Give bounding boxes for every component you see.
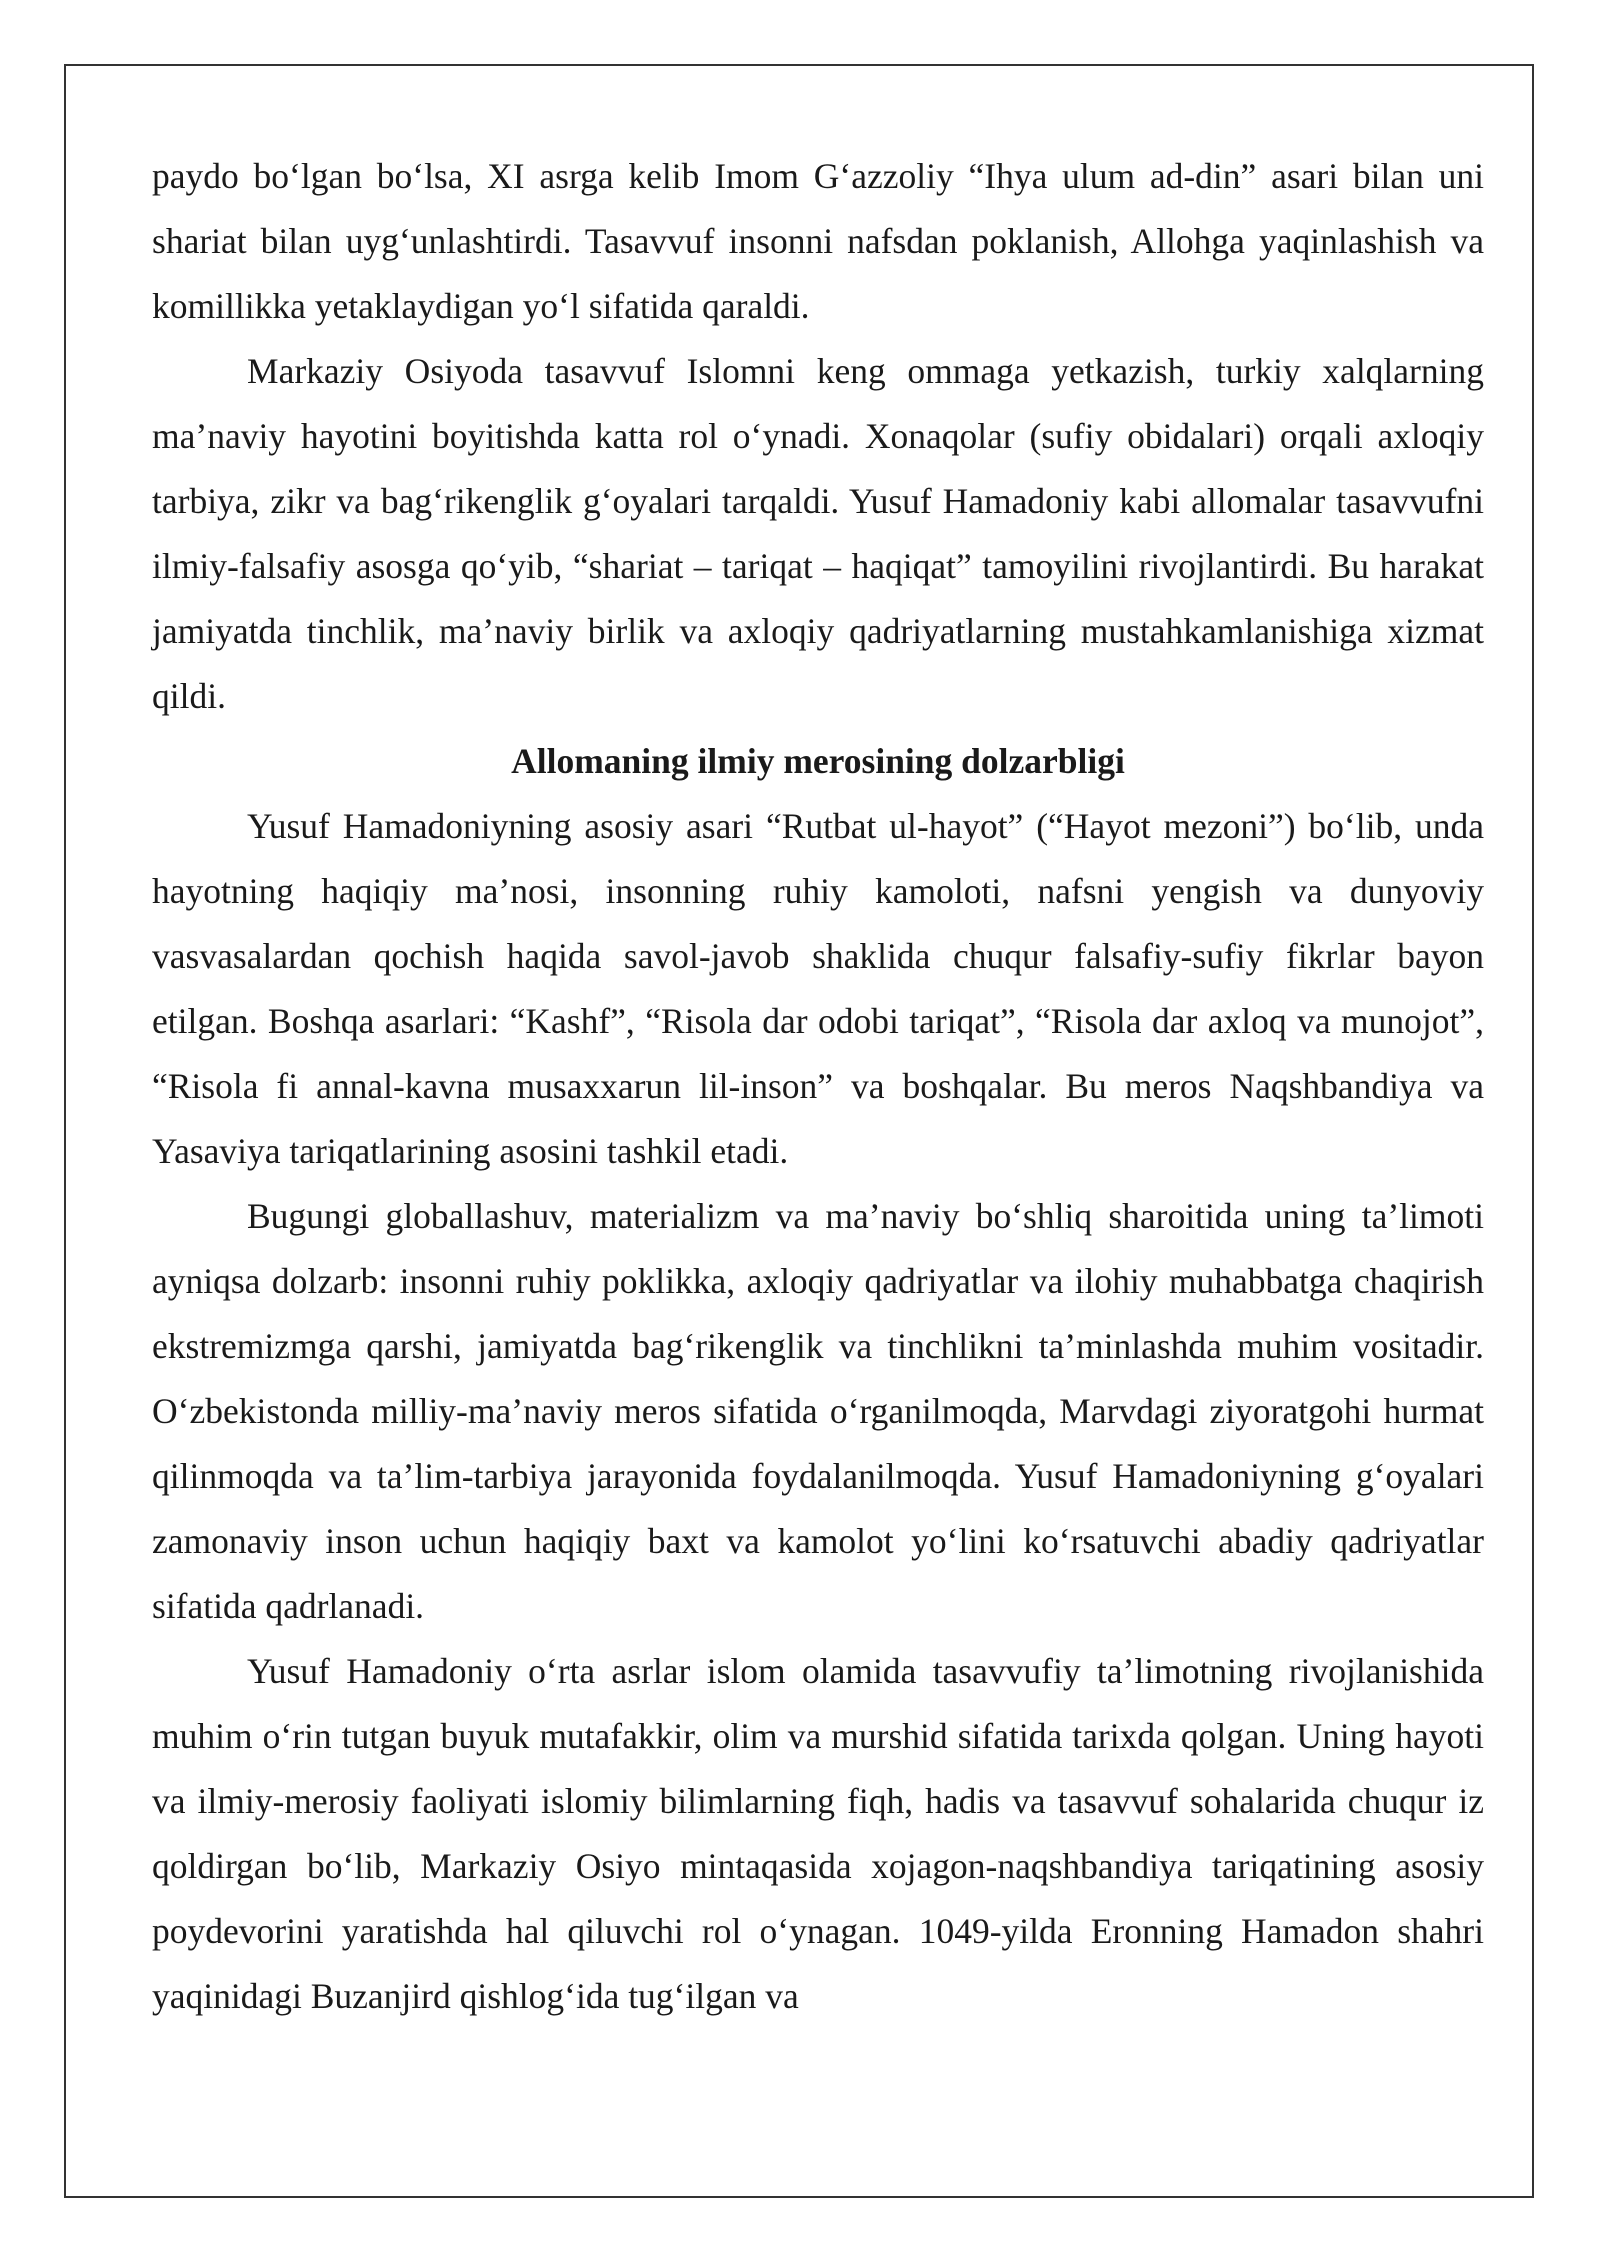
paragraph-relevance: Bugungi globallashuv, materializm va ma’naviy bo‘shliq sharoitida uning ta’limoti ayniqsa dolzarb: insonni ruhiy poklikka, axloqiy qadriyatlar va ilohiy muhabbatga chaqirish ekstremizmga qarshi, jamiyatda bag‘rikenglik va tinchlikni ta’minlashda muhim vositadir. O‘zbekistonda milliy-ma’naviy meros sifatida o‘rganilmoqda, Marvdagi ziyoratgohi hurmat qilinmoqda va ta’lim-tarbiya jarayonida foydalanilmoqda. Yusuf Hamadoniyning g‘oyalari zamonaviy inson uchun haqiqiy baxt va kamolot yo‘lini ko‘rsatuvchi abadiy qadriyatlar sifatida qadrlanadi. xyxy=(152,1196,1484,1626)
section-heading: Allomaning ilmiy merosining dolzarbligi xyxy=(511,741,1125,781)
paragraph-tasavvuf-central-asia: Markaziy Osiyoda tasavvuf Islomni keng ommaga yetkazish, turkiy xalqlarning ma’naviy hayotini boyitishda katta rol o‘ynadi. Xonaqolar (sufiy obidalari) orqali axloqiy tarbiya, zikr va bag‘rikenglik g‘oyalari tarqaldi. Yusuf Hamadoniy kabi allomalar tasavvufni ilmiy-falsafiy asosga qo‘yib, “shariat – tariqat – haqiqat” tamoyilini rivojlantirdi. Bu harakat jamiyatda tinchlik, ma’naviy birlik va axloqiy qadriyatlarning mustahkamlanishiga xizmat qildi. xyxy=(152,351,1484,716)
document-body xyxy=(152,144,1484,2029)
paragraph-continuation: paydo bo‘lgan bo‘lsa, XI asrga kelib Imom G‘azzoliy “Ihya ulum ad-din” asari bilan uni shariat bilan uyg‘unlashtirdi. Tasavvuf insonni nafsdan poklanish, Allohga yaqinlashish va komillikka yetaklaydigan yo‘l sifatida qaraldi. xyxy=(152,156,1484,326)
paragraph-main-works: Yusuf Hamadoniyning asosiy asari “Rutbat ul-hayot” (“Hayot mezoni”) bo‘lib, unda hayotning haqiqiy ma’nosi, insonning ruhiy kamoloti, nafsni yengish va dunyoviy vasvasalardan qochish haqida savol-javob shaklida chuqur falsafiy-sufiy fikrlar bayon etilgan. Boshqa asarlari: “Kashf”, “Risola dar odobi tariqat”, “Risola dar axloq va munojot”, “Risola fi annal-kavna musaxxarun lil-inson” va boshqalar. Bu meros Naqshbandiya va Yasaviya tariqatlarining asosini tashkil etadi. xyxy=(152,806,1484,1171)
paragraph-biography: Yusuf Hamadoniy o‘rta asrlar islom olamida tasavvufiy ta’limotning rivojlanishida muhim o‘rin tutgan buyuk mutafakkir, olim va murshid sifatida tarixda qolgan. Uning hayoti va ilmiy-merosiy faoliyati islomiy bilimlarning fiqh, hadis va tasavvuf sohalarida chuqur iz qoldirgan bo‘lib, Markaziy Osiyo mintaqasida xojagon-naqshbandiya tariqatining asosiy poydevorini yaratishda hal qiluvchi rol o‘ynagan. 1049-yilda Eronning Hamadon shahri yaqinidagi Buzanjird qishlog‘ida tug‘ilgan va xyxy=(152,1651,1484,2016)
